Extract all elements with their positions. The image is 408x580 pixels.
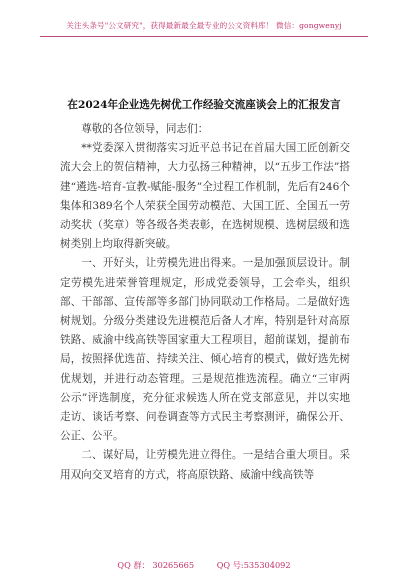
greeting: 尊敬的各位领导，同志们： [81,123,209,135]
paragraph: 二、谋好局，让劳模先进立得住。一是结合重大项目。采用双向交叉培育的方式，将高原铁路、威渝中线高铁等 [60,449,350,481]
document-body [60,120,350,485]
qq-group: QQ 群： 30265665 [117,560,195,570]
footer-contact [0,560,408,571]
document-title: 在2024年企业选先树优工作经验交流座谈会上的汇报发言 [67,99,341,111]
header-banner: 关注头条号"公文研究"，获得最新最全最专业的公文资料库！ 微信：gongwenyj [66,21,342,30]
header-divider [40,36,368,37]
paragraph: **党委深入贯彻落实习近平总书记在首届大国工匠创新交流大会上的贺信精神，大力弘扬三种精神，以“五步工作法”搭建“遴选-培育-宣教-赋能-服务”全过程工作机制，先后有246个集体和389名个人荣获全国劳动模范、大国工匠、全国五一劳动奖状（奖章）等各级各类表彰，在选树规模、选树层级和选树类别上均取得新突破。 [60,142,350,251]
paragraph: 一、开好头，让劳模先进出得来。一是加强顶层设计。制定劳模先进荣誉管理规定，形成党委领导，工会牵头，组织部、干部部、宣传部等多部门协同联动工作格局。二是做好选树规划。分级分类建设先进模范后备人才库，特别是针对高原铁路、威渝中线高铁等国家重大工程项目，超前谋划，提前布局，按照择优选苗、持续关注、倾心培育的模式，做好选先树优规划，并进行动态管理。三是规范推选流程。确立“三审两公示”评选制度，充分征求候选人所在党支部意见，并以实地走访、谈话考察、问卷调查等方式民主考察测评，确保公开、公正、公平。 [60,257,350,443]
qq-number: QQ 号:535304092 [216,560,291,570]
